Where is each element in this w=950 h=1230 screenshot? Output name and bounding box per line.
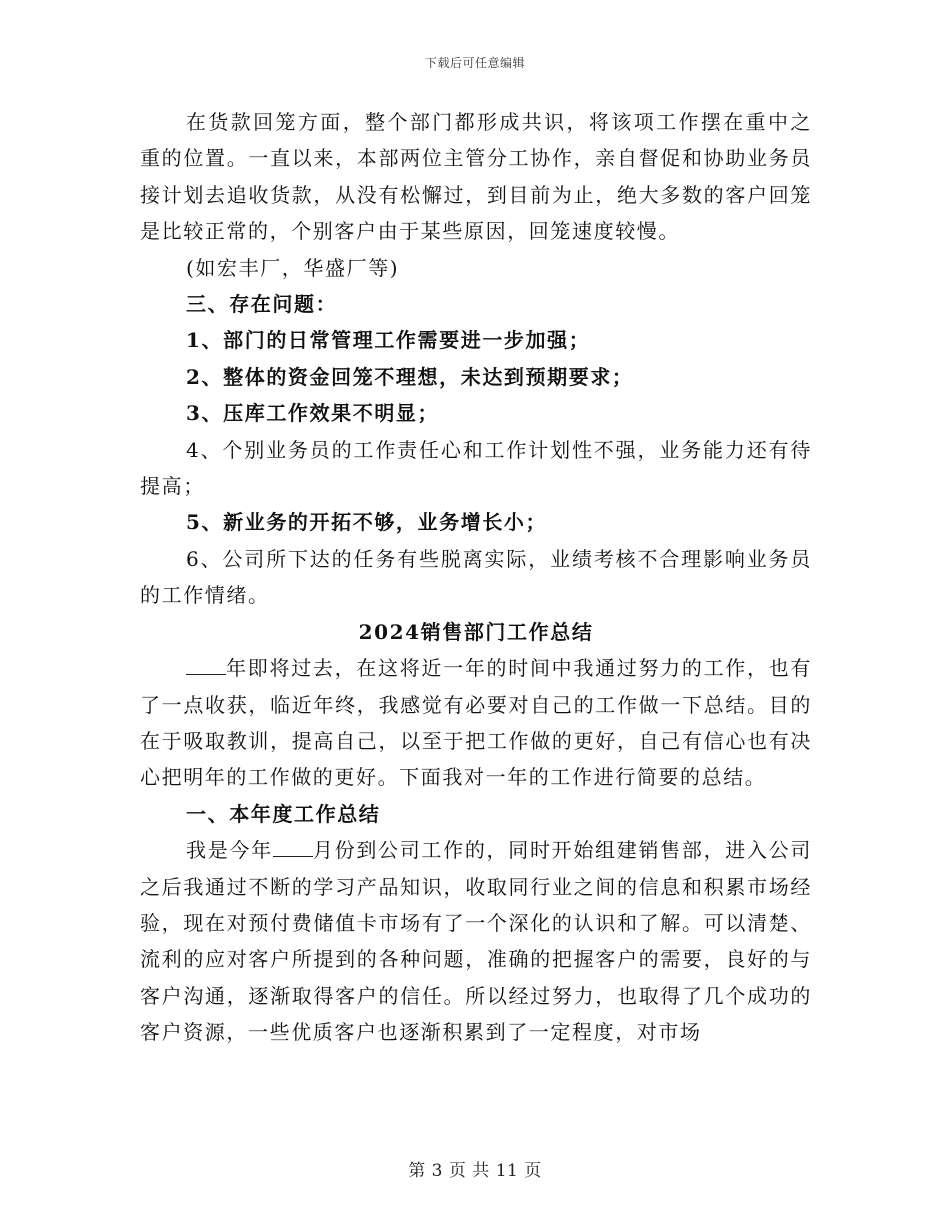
- page-footer: 第 3 页 共 11 页: [408, 1161, 542, 1181]
- summary-title: 2024销售部门工作总结: [358, 619, 594, 644]
- problem-item-4: 4、个别业务员的工作责任心和工作计划性不强，业务能力还有待提高；: [140, 437, 812, 499]
- problem-item-6: 6、公司所下达的任务有些脱离实际，业绩考核不合理影响业务员的工作情绪。: [140, 546, 812, 608]
- problem-item-5: 5、新业务的开拓不够，业务增长小；: [186, 510, 548, 535]
- problem-item-2: 2、整体的资金回笼不理想，未达到预期要求；: [186, 364, 634, 389]
- blank-underline-year: [186, 656, 226, 675]
- summary-body: [140, 832, 812, 1050]
- document-body: [140, 104, 812, 1051]
- summary-intro-text: 年即将过去，在这将近一年的时间中我通过努力的工作，也有了一点收获，临近年终，我感觉有必要对自己的工作做一下总结。目的在于吸取教训，提高自己，以至于把工作做的更好，自己有信心也有决心把明年的工作做的更好。下面我对一年的工作进行简要的总结。: [140, 656, 812, 790]
- problems-heading: 三、存在问题：: [186, 292, 338, 317]
- summary-heading-one: 一、本年度工作总结: [186, 801, 381, 826]
- problem-item-1: 1、部门的日常管理工作需要进一步加强；: [186, 328, 591, 353]
- problem-item-3: 3、压库工作效果不明显；: [186, 401, 440, 426]
- payment-note: (如宏丰厂，华盛厂等): [186, 255, 400, 280]
- summary-intro: [140, 650, 812, 796]
- summary-body-text: 月份到公司工作的，同时开始组建销售部，进入公司之后我通过不断的学习产品知识，收取同行业之间的信息和积累市场经验，现在对预付费储值卡市场有了一个深化的认识和了解。可以清楚、流利的应对客户所提到的各种问题，准确的把握客户的需要，良好的与客户沟通，逐渐取得客户的信任。所以经过努力，也取得了几个成功的客户资源，一些优质客户也逐渐积累到了一定程度，对市场: [140, 838, 812, 1045]
- summary-body-prefix: 我是今年: [186, 838, 273, 863]
- blank-underline-month: [273, 838, 313, 857]
- header-note: 下载后可任意编辑: [424, 56, 525, 70]
- payment-paragraph: 在货款回笼方面，整个部门都形成共识，将该项工作摆在重中之重的位置。一直以来，本部两位主管分工协作，亲自督促和协助业务员接计划去追收货款，从没有松懈过，到目前为止，绝大多数的客户回笼是比较正常的，个别客户由于某些原因，回笼速度较慢。: [140, 110, 812, 244]
